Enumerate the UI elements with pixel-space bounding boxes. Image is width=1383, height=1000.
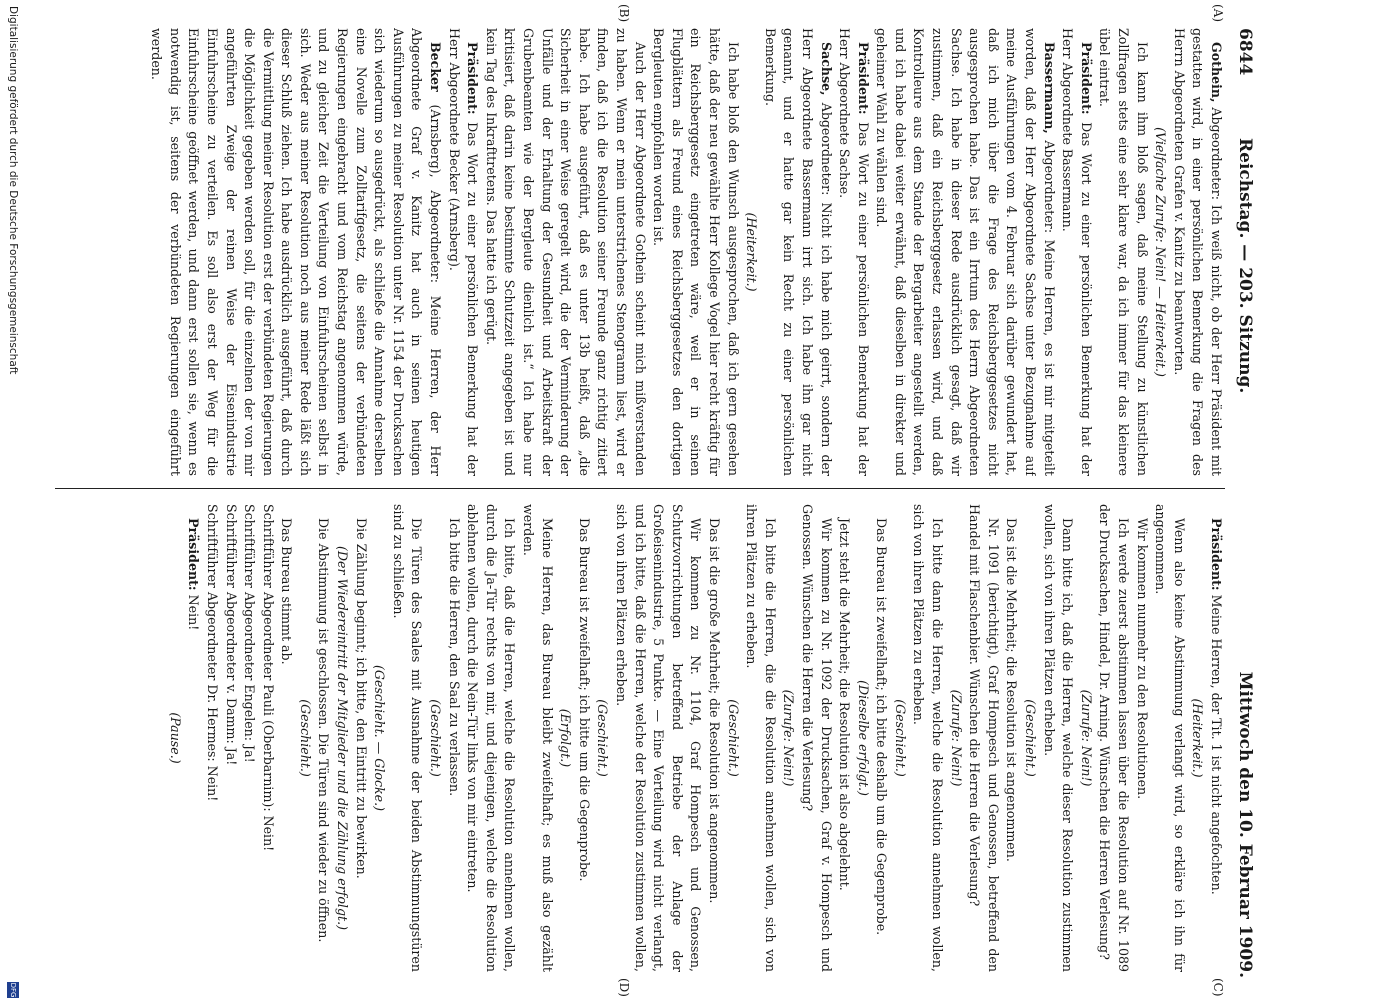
paragraph bbox=[1169, 28, 1225, 476]
paragraph-text: Abgeordneter: Nicht ich habe mich geirrt, sondern der Herr Abgeordnete Bassermann irrt sich. Ich habe ihn gar nicht genannt, und er hatte gar kein Recht zu einer persönlichen Bemerkung. bbox=[762, 28, 834, 476]
paragraph-text: Wenn also keine Abstimmung verlangt wird, so erkläre ich ihn für angenommen. bbox=[1153, 504, 1187, 972]
paragraph bbox=[1206, 504, 1225, 972]
paragraph bbox=[797, 504, 834, 972]
paragraph bbox=[1039, 504, 1076, 972]
paragraph: (Geschieht. — Glocke.) bbox=[372, 664, 388, 812]
paragraph: (Pause.) bbox=[167, 712, 183, 764]
paragraph-text: Meine Herren, das Bureau bleibt zweifelhaft; es muß also gezählt werden. bbox=[521, 504, 555, 972]
paragraph bbox=[1132, 504, 1151, 972]
paragraph bbox=[611, 504, 704, 972]
paragraph: (Der Wiedereintritt der Mitglieder und die Zählung erfolgt.) bbox=[335, 546, 351, 930]
paragraph bbox=[351, 504, 370, 972]
paragraph bbox=[518, 504, 555, 972]
paragraph bbox=[444, 504, 463, 972]
paragraph bbox=[909, 504, 946, 972]
paragraph bbox=[1002, 504, 1021, 972]
session-date: Mittwoch den 10. Februar 1909. bbox=[1235, 671, 1255, 978]
speaker-name: Präsident: bbox=[186, 518, 202, 591]
margin-marker-b: (B) bbox=[617, 4, 631, 23]
paragraph-text: Ich bitte, daß die Herren, welche die Resolution annehmen wollen, durch die Ja-Tür rechts von mir, und diejenigen, welche die Resolution ablehnen wollen, durch die Nein-Tür links von mir eintreten. bbox=[465, 504, 518, 972]
speaker-name: Gothein, bbox=[1209, 42, 1224, 103]
paragraph-text: Das Bureau ist zweifelhaft; ich bitte deshalb um die Gegenprobe. bbox=[874, 518, 890, 936]
paragraph bbox=[872, 504, 891, 972]
paragraph-text: Wir kommen zu Nr. 1092 der Drucksachen, Graf v. Hompesch und Genossen. Wünschen die Herren die Verlesung? bbox=[799, 504, 834, 972]
page-number: 6844 bbox=[1235, 28, 1255, 76]
paragraph bbox=[1058, 28, 1095, 476]
paragraph bbox=[835, 28, 872, 476]
paragraph bbox=[444, 28, 481, 476]
paragraph bbox=[574, 504, 593, 972]
paragraph-text: Auch der Herr Abgeordnete Gothein scheint mich mißverstanden zu haben. Wenn er mein unterstrichenes Stenogramm liest, wird er finden, daß ich die Resolution seiner Freunde ganz richtig zitiert habe. Ich habe ausgeführt, daß es unter 13b heißt, daß „die Sicherheit in einer Weise geregelt wird, die der Verminderung der Unfälle und der Erhaltung der Gesundheit und Arbeitskraft der Grubenbeamten wie der Bergleute dienlich ist.“ Ich habe nur kritisiert, daß darin keine bestimmte Schutzzeit angegeben ist und kein Tag des Inkrafttretens. Das hatte ich gerügt. bbox=[483, 28, 648, 476]
paragraph bbox=[481, 28, 648, 476]
speaker-name: Präsident: bbox=[465, 42, 481, 115]
margin-marker-d: (D) bbox=[617, 978, 631, 997]
paragraph bbox=[388, 504, 425, 972]
paragraph bbox=[314, 504, 333, 972]
paragraph bbox=[463, 504, 519, 972]
margin-marker-c: (C) bbox=[1211, 978, 1225, 997]
left-text-column bbox=[45, 28, 1225, 476]
paragraph bbox=[184, 504, 203, 972]
paragraph-text: Das ist die Mehrheit; die Resolution ist angenommen. bbox=[1004, 518, 1020, 862]
paragraph-text: Das Bureau stimmt ab. bbox=[279, 518, 295, 665]
paragraph bbox=[835, 504, 854, 972]
right-text-column bbox=[45, 504, 1225, 972]
dfg-logo: DFG bbox=[9, 982, 17, 998]
paragraph-text: Dann bitte ich, daß die Herren, welche dieser Resolution zustimmen wollen, sich von ihren Plätzen erheben. bbox=[1041, 504, 1076, 972]
paragraph-text: Wir kommen zu Nr. 1104, Graf Hompesch und Genossen, Schutzvorrichtungen betreffend Betriebe der Anlage der Großeisenindustrie, 5 Punkte. — Eine Verteilung wird nicht verlangt, und ich bitte, daß die Herren, welche der Resolution zustimmen wollen, sich von ihren Plätzen erheben. bbox=[614, 504, 704, 972]
paragraph-text: Ich kann ihm bloß sagen, daß meine Stellung zu künstlichen Zollfragen stets eine sehr klare war, da ich immer für das kleinere übel eintrat. bbox=[1097, 28, 1150, 476]
paragraph: Schriftführer Abgeordneter Engelen: Ja! bbox=[242, 504, 258, 763]
paragraph: (Geschieht.) bbox=[892, 699, 908, 777]
paragraph: (Vielfache Zurufe: Nein! — Heiterkeit.) bbox=[1153, 127, 1169, 377]
speaker-name: Präsident: bbox=[1209, 518, 1224, 591]
column-divider bbox=[55, 488, 1225, 489]
paragraph: Schriftführer Abgeordneter Dr. Hermes: Nein! bbox=[204, 504, 220, 802]
paragraph bbox=[704, 504, 723, 972]
paragraph: (Geschieht.) bbox=[428, 699, 444, 777]
paragraph-text: Das Wort zu einer persönlichen Bemerkung hat der Herr Abgeordnete Sachse. bbox=[837, 28, 871, 476]
paragraph: (Dieselbe erfolgt.) bbox=[855, 680, 871, 796]
paragraph: (Zurufe: Nein!) bbox=[948, 689, 964, 787]
page-header bbox=[1227, 28, 1257, 978]
paragraph: (Geschieht.) bbox=[1023, 699, 1039, 777]
paragraph-text: Nein! bbox=[186, 594, 202, 631]
paragraph-text: Die Türen des Saales mit Ausnahme der beiden Abstimmungstüren sind zu schließen. bbox=[390, 504, 425, 972]
paragraph: (Geschieht.) bbox=[725, 699, 741, 777]
paragraph-text: Das ist die große Mehrheit; die Resolution ist angenommen. bbox=[706, 518, 722, 904]
speaker-name: Präsident: bbox=[1078, 42, 1094, 115]
paragraph bbox=[872, 28, 1058, 476]
session-title: Reichstag. — 203. Sitzung. bbox=[1235, 138, 1255, 394]
paragraph-text: Wir kommen nunmehr zu den Resolutionen. bbox=[1134, 518, 1150, 800]
speaker-name: Bassermann, bbox=[1041, 42, 1057, 134]
paragraph: Schriftführer Abgeordneter v. Damm: Ja! bbox=[223, 504, 239, 766]
paragraph: (Erfolgt.) bbox=[558, 708, 574, 768]
paragraph: (Heiterkeit.) bbox=[744, 212, 760, 292]
paragraph: (Zurufe: Nein!) bbox=[781, 689, 797, 787]
paragraph-text: Ich bitte die Herren, die die Resolution annehmen wollen, sich von ihren Plätzen zu erheben. bbox=[744, 504, 778, 972]
speaker-name: Sachse, bbox=[818, 42, 834, 96]
speaker-name: Becker bbox=[428, 42, 444, 92]
paragraph-text: Jetzt steht die Mehrheit; die Resolution ist also abgelehnt. bbox=[837, 518, 853, 891]
paragraph bbox=[1095, 28, 1151, 476]
paragraph bbox=[649, 28, 742, 476]
paragraph bbox=[277, 504, 296, 972]
paragraph: (Geschieht.) bbox=[297, 699, 313, 777]
paragraph-text: Ich habe bloß den Wunsch ausgesprochen, daß ich gern gesehen hätte, daß der neu gewählte Herr Kollege Vogel hier recht kräftig für ein Reichsberggesetz eingetreten wäre, weil er in seinen Flugblättern als Freund eines Reichsberggesetzes den dortigen Bergleuten empfohlen worden ist. bbox=[651, 28, 741, 476]
paragraph bbox=[742, 504, 779, 972]
paragraph-text: Das Bureau ist zweifelhaft; ich bitte um die Gegenprobe. bbox=[576, 518, 592, 882]
paragraph-text: Die Abstimmung ist geschlossen. Die Türen sind wieder zu öffnen. bbox=[316, 518, 332, 943]
margin-marker-a: (A) bbox=[1211, 4, 1225, 23]
paragraph-text: Ich bitte dann die Herren, welche die Resolution annehmen wollen, sich von ihren Plätzen zu erheben. bbox=[911, 504, 946, 972]
paragraph bbox=[760, 28, 834, 476]
paragraph: (Geschieht.) bbox=[595, 699, 611, 777]
paragraph-text: Ich werde zuerst abstimmen lassen über die Resolution auf Nr. 1089 der Drucksachen, Hindel, Dr. Arning. Wünschen die Herren Verlesung? bbox=[1097, 504, 1132, 972]
paragraph bbox=[1095, 504, 1132, 972]
paragraph-text: Abgeordneter: Ich weiß nicht, ob der Herr Präsident mit gestatten wird, in einer persönlichen Bemerkung die Fragen des Herrn Abgeordneten Grafen v. Kanitz zu beantworten. bbox=[1171, 28, 1224, 476]
rotated-page-content bbox=[1, 0, 1321, 1000]
paragraph: (Zurufe: Nein!) bbox=[1078, 689, 1094, 787]
paragraph-text: Das Wort zu einer persönlichen Bemerkung hat der Herr Abgeordnete Becker (Arnsberg). bbox=[446, 28, 481, 476]
paragraph-text: Die Zählung beginnt; ich bitte, den Eintritt zu bewirken. bbox=[353, 518, 369, 879]
paragraph-text: Das Wort zu einer persönlichen Bemerkung hat der Herr Abgeordnete Bassermann. bbox=[1060, 28, 1094, 476]
digitization-credit: Digitalisierung gefördert durch die Deutsche Forschungsgemeinschaft bbox=[7, 6, 19, 375]
paragraph bbox=[147, 28, 445, 476]
speaker-name: Präsident: bbox=[855, 42, 871, 115]
paragraph bbox=[965, 504, 1002, 972]
paragraph-text: Ich bitte die Herren, den Saal zu verlassen. bbox=[446, 518, 462, 797]
paragraph-text: Meine Herren, der Tit. 1 ist nicht angefochten. bbox=[1209, 594, 1224, 895]
paragraph-text: Abgeordneter: Meine Herren, es ist mir mitgeteilt worden, daß der Herr Abgeordnete Sachse unter Bezugnahme auf meine Ausführungen vom 4. Februar sich darüber gewundert hat, daß ich mich über die Frage des Reichsberggesetzes nicht ausgesprochen habe. Das ist ein Irrtum des Herrn Abgeordneten Sachse. Ich habe in dieser Rede ausdrücklich gesagt, daß wir zustimmen, daß ein Reichsberggesetz erlassen wird, und daß Kontrolleure aus dem Stande der Bergarbeiter angestellt werden, und ich habe dabei weiter erwähnt, daß dieselben in direkter und geheimer Wahl zu wählen sind. bbox=[874, 28, 1057, 476]
digitization-footer bbox=[1, 0, 23, 1000]
paragraph-text: Nr. 1091 (berichtigt), Graf Hompesch und Genossen, betreffend den Handel mit Flaschenbier. Wünschen die Herren die Verlesung? bbox=[967, 504, 1001, 972]
paragraph-text: (Arnsberg), Abgeordneter: Meine Herren, der Herr Abgeordnete Graf v. Kanitz hat auch in seinen heutigen Ausführungen zu meiner Resolution unter Nr. 1154 der Drucksachen sich wiederum so ausgedrückt, als schließe die Annahme derselben eine Novelle zum Zolltarifgesetz, die seitens der verbündeten Regierungen eingebracht und vom Reichstag angenommen würde, und zu gleicher Zeit die Verteilung von Einfuhrscheinen selbst in sich. Weder aus meiner Resolution noch aus meiner Rede läßt sich dieser Schluß ziehen. Ich habe ausdrücklich ausgeführt, daß durch die Vermittlung meiner Resolution erst der verbündeten Regierungen die Möglichkeit gegeben werden soll, für die einzelnen der von mir angeführten Zweige der reinen Weise der Eisenindustrie Einfuhrscheine zu verteilen. Es soll also erst der Weg für die Einfuhrscheine geöffnet werden, und dann erst sollen sie, wenn es notwendig ist, seitens der verbündeten Regierungen eingeführt werden. bbox=[149, 28, 444, 476]
paragraph: (Heiterkeit.) bbox=[1190, 698, 1206, 778]
paragraph bbox=[1151, 504, 1188, 972]
paragraph: Schriftführer Abgeordneter Pauli (Oberbarnim): Nein! bbox=[260, 504, 276, 852]
